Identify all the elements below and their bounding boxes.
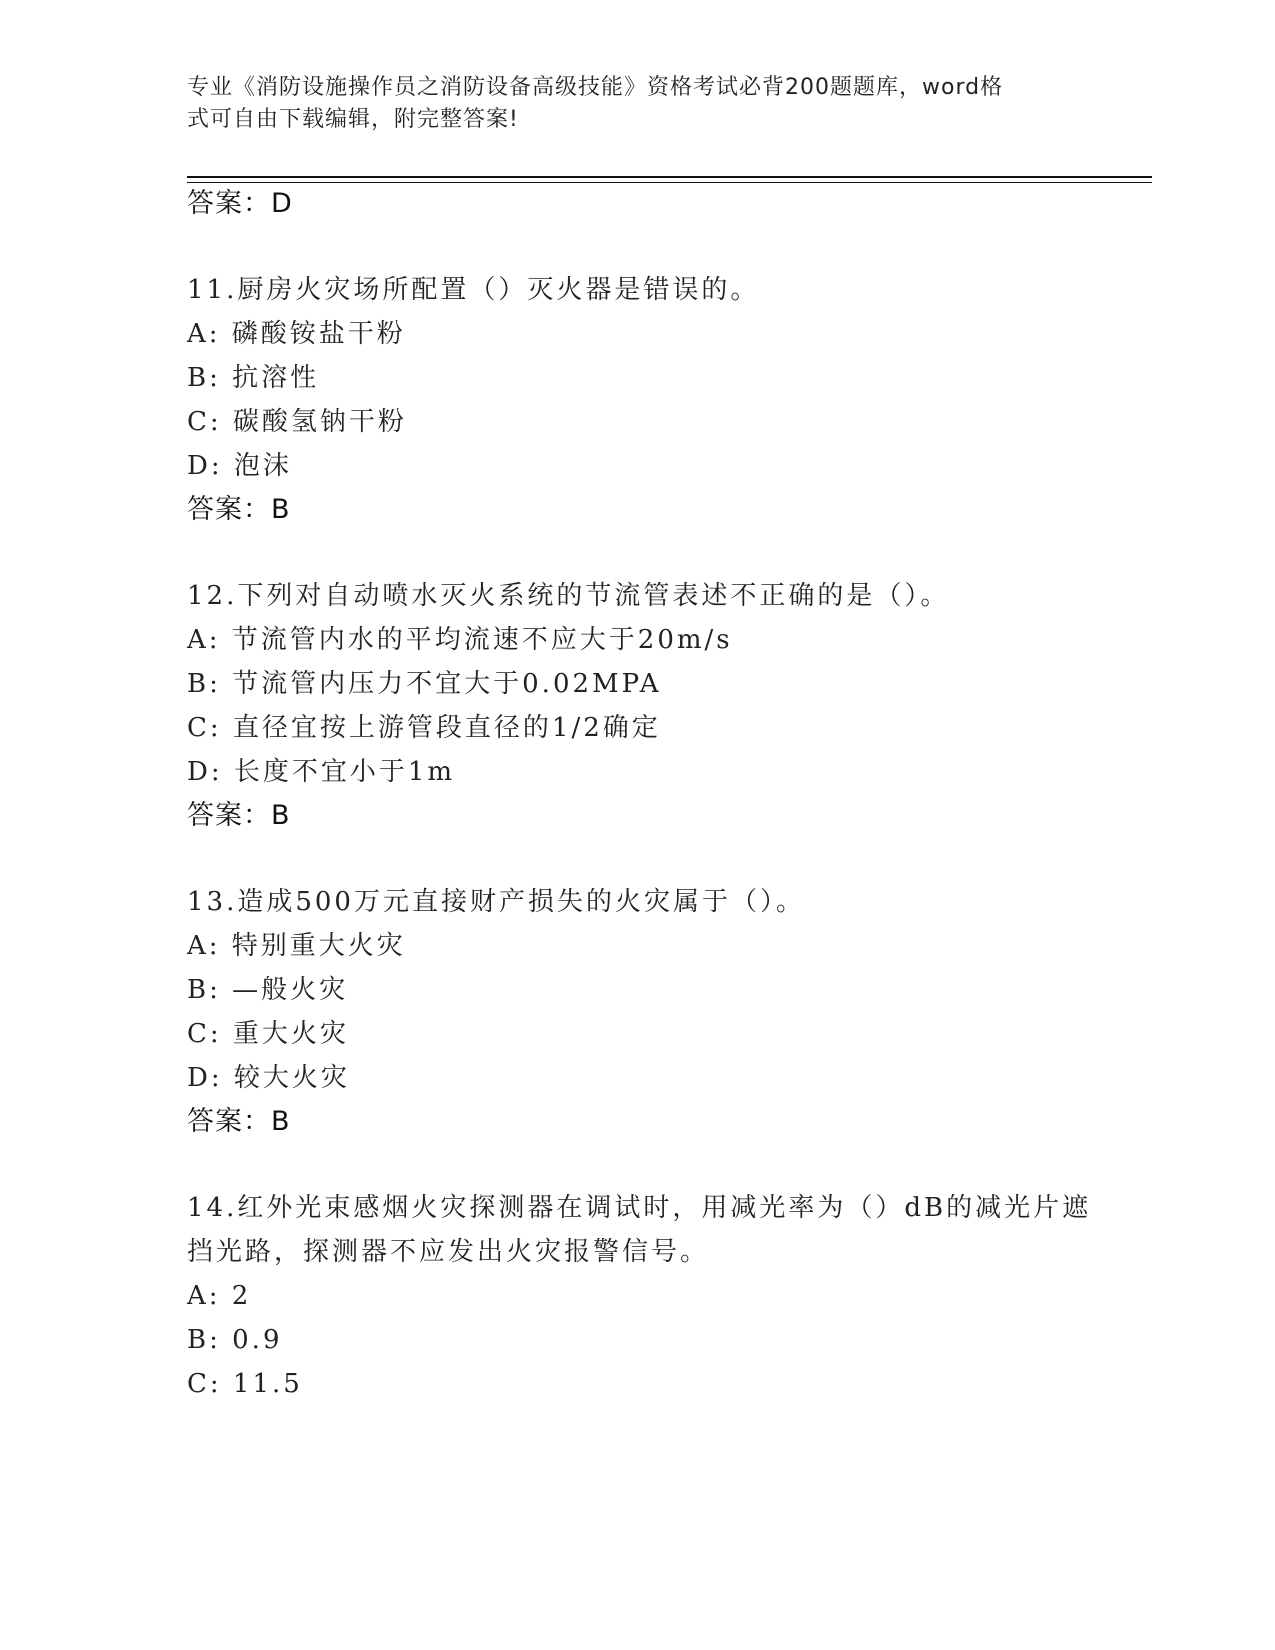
question-12-option-d: D: 长度不宜小于1m (187, 757, 456, 787)
question-14-stem-line-2: 挡光路，探测器不应发出火灾报警信号。 (187, 1237, 710, 1267)
question-11-stem: 11.厨房火灾场所配置（）灭火器是错误的。 (187, 275, 760, 305)
question-13-stem: 13.造成500万元直接财产损失的火灾属于（）。 (187, 887, 805, 917)
question-13-option-d: D: 较大火灾 (187, 1063, 350, 1093)
header-line-2: 式可自由下载编辑，附完整答案! (187, 107, 519, 132)
question-12-answer: 答案：B (187, 800, 291, 831)
header-divider-thick (187, 176, 1152, 178)
question-11-option-a: A: 磷酸铵盐干粉 (187, 319, 406, 349)
question-12-option-b: B: 节流管内压力不宜大于0.02MPA (187, 669, 662, 699)
header-line-1: 专业《消防设施操作员之消防设备高级技能》资格考试必背200题题库，word格 (187, 75, 1004, 100)
question-12-option-c: C: 直径宜按上游管段直径的1/2确定 (187, 713, 661, 743)
question-11-answer: 答案：B (187, 494, 291, 525)
question-14-option-a: A: 2 (187, 1281, 252, 1311)
question-13-option-a: A: 特别重大火灾 (187, 931, 406, 961)
question-14-stem-line-1: 14.红外光束感烟火灾探测器在调试时，用减光率为（）dB的减光片遮 (187, 1193, 1092, 1223)
question-11-option-c: C: 碳酸氢钠干粉 (187, 407, 407, 437)
question-14-option-b: B: 0.9 (187, 1325, 283, 1355)
document-header (187, 72, 1067, 136)
question-11-option-d: D: 泡沫 (187, 451, 292, 481)
question-13-option-b: B: —般火灾 (187, 975, 349, 1005)
question-12-option-a: A: 节流管内水的平均流速不应大于20m/s (187, 625, 733, 655)
question-13-answer: 答案：B (187, 1106, 291, 1137)
header-divider-thin (187, 182, 1152, 183)
question-11-option-b: B: 抗溶性 (187, 363, 320, 393)
question-14-option-c: C: 11.5 (187, 1369, 303, 1399)
previous-answer: 答案：D (187, 188, 293, 219)
question-12-stem: 12.下列对自动喷水灭火系统的节流管表述不正确的是（）。 (187, 581, 950, 611)
question-13-option-c: C: 重大火灾 (187, 1019, 349, 1049)
